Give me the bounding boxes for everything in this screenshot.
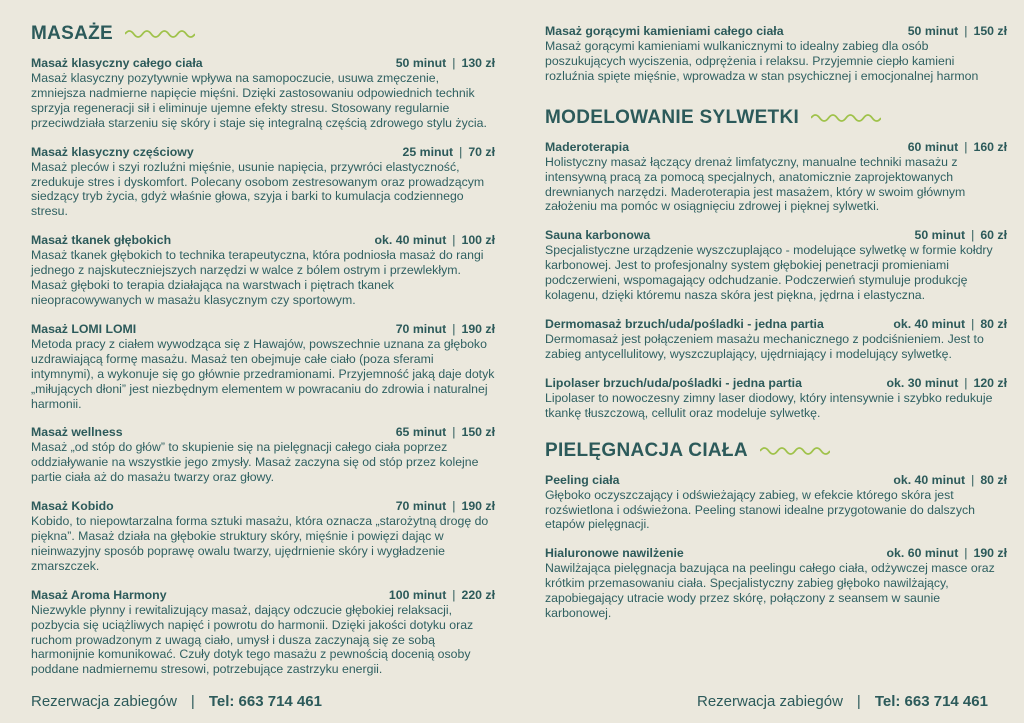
service-price: 100 zł bbox=[461, 233, 495, 248]
service-price: 220 zł bbox=[461, 587, 495, 602]
service-price: 80 zł bbox=[980, 472, 1007, 487]
price-separator: | bbox=[964, 375, 968, 390]
service-price: 150 zł bbox=[973, 24, 1007, 38]
service-name: Peeling ciała bbox=[545, 472, 620, 487]
service-header bbox=[545, 140, 1007, 155]
service-price-info bbox=[887, 546, 1007, 561]
service-price-info bbox=[887, 376, 1007, 391]
section-title-text: PIELĘGNACJA CIAŁA bbox=[545, 439, 748, 461]
service-item bbox=[545, 228, 1007, 303]
price-separator: | bbox=[971, 316, 975, 331]
service-price-info bbox=[915, 228, 1007, 243]
service-description: Masaż klasyczny pozytywnie wpływa na samopoczucie, usuwa zmęczenie, zmniejsza nadmierne napięcie mięśni. Dzięki zastosowaniu odpowiednich technik sprzyja regeneracji sił i eliminuje ujemne efekty stresu. Stosowany regularnie przeciwdziała starzeniu się skóry i staje się integralną częścią zdrowego stylu życia. bbox=[31, 71, 487, 130]
service-duration: 70 minut bbox=[395, 321, 447, 336]
service-duration: ok. 40 minut bbox=[893, 316, 966, 331]
service-price-info bbox=[908, 140, 1007, 155]
service-item bbox=[545, 376, 1007, 421]
wave-ornament-icon bbox=[760, 445, 830, 457]
service-duration: 25 minut bbox=[402, 144, 454, 159]
price-separator: | bbox=[971, 472, 975, 487]
service-price-info bbox=[375, 233, 495, 248]
service-item bbox=[31, 233, 495, 308]
section-title-text: MODELOWANIE SYLWETKI bbox=[545, 106, 800, 128]
service-price: 60 zł bbox=[980, 228, 1007, 243]
service-duration: 60 minut bbox=[907, 139, 959, 154]
modelowanie-list bbox=[545, 140, 1007, 421]
service-duration: 50 minut bbox=[907, 24, 959, 38]
service-header bbox=[31, 233, 495, 248]
service-duration: 50 minut bbox=[395, 56, 447, 70]
service-price-info bbox=[396, 322, 495, 337]
service-name: Masaż Aroma Harmony bbox=[31, 587, 167, 602]
price-separator: | bbox=[452, 56, 456, 70]
footer-phone-link[interactable]: Tel: 663 714 461 bbox=[874, 692, 988, 710]
service-name: Masaż wellness bbox=[31, 425, 123, 440]
service-price: 130 zł bbox=[461, 56, 495, 70]
footer-label: Rezerwacja zabiegów bbox=[697, 692, 843, 710]
service-item bbox=[545, 317, 1007, 362]
service-description: Masaż „od stóp do głów” to skupienie się na pielęgnacji całego ciała poprzez oddziaływanie na wszystkie jego zmysły. Masaż zaczyna się od stóp przez kolejne partie ciała aż do masażu twarzy oraz głowy. bbox=[31, 440, 479, 485]
section-title-text: MASAŻE bbox=[31, 23, 114, 44]
service-item bbox=[545, 24, 1007, 84]
footer-separator: | bbox=[190, 692, 195, 710]
service-name: Hialuronowe nawilżenie bbox=[545, 546, 684, 561]
service-header bbox=[545, 376, 1007, 391]
service-item bbox=[31, 499, 495, 574]
service-duration: ok. 30 minut bbox=[886, 375, 959, 390]
wave-ornament-icon bbox=[811, 112, 881, 124]
section-pielegnacja-title bbox=[545, 439, 1007, 463]
service-name: Masaż klasyczny całego ciała bbox=[31, 56, 203, 70]
footer-left bbox=[31, 690, 322, 712]
wave-ornament-icon bbox=[125, 28, 195, 40]
service-description: Dermomasaż jest połączeniem masażu mechanicznego z podciśnieniem. Jest to zabieg antycellulitowy, wyszczuplający, ujędrniający i modelujący sylwetkę. bbox=[545, 331, 984, 361]
service-duration: ok. 40 minut bbox=[374, 233, 447, 248]
section-masaze-title bbox=[31, 22, 495, 46]
service-name: Dermomasaż brzuch/uda/pośladki - jedna partia bbox=[545, 316, 824, 331]
service-item bbox=[31, 322, 495, 412]
service-item bbox=[31, 588, 495, 678]
service-description: Niezwykle płynny i rewitalizujący masaż, dający odczucie głębokiej relaksacji, pozbycia się uciążliwych napięć i powrotu do harmonii. Dzięki jakości dotyku oraz ruchom prowadzonym z uwagą ciało, umysł i dusza zaczynają się ze sobą harmonijnie komunikować. Czuły dotyk tego masażu z pewnością docenią osoby poddane nadmiernemu stresowi, potrzebujące zastrzyku energii. bbox=[31, 602, 474, 677]
service-description: Masaż gorącymi kamieniami wulkanicznymi to idealny zabieg dla osób poszukujących wyciszenia, odprężenia i relaksu. Przyjemnie ciepło kamieni rozluźnia spięte mięśnie, wprowadza w stan psychicznej i emocjonalnej harmon bbox=[545, 39, 979, 83]
price-separator: | bbox=[964, 139, 968, 154]
service-price: 160 zł bbox=[973, 139, 1007, 154]
service-duration: ok. 60 minut bbox=[886, 546, 959, 561]
service-header bbox=[545, 473, 1007, 488]
service-header bbox=[31, 588, 495, 603]
service-header bbox=[31, 499, 495, 514]
service-price: 190 zł bbox=[461, 321, 495, 336]
service-duration: 100 minut bbox=[388, 587, 447, 602]
section-modelowanie-title bbox=[545, 106, 1007, 130]
service-description: Masaż tkanek głębokich to technika terapeutyczna, która podniosła masaż do rangi jednego z najskuteczniejszych narzędzi w walce z bólem ostrym i przewlekłym. Masaż głęboki to terapia działająca na warstwach i piętrach tkanek nieopracowywanych w masażu klasycznym czy sportowym. bbox=[31, 248, 484, 307]
service-duration: 50 minut bbox=[914, 228, 966, 243]
price-separator: | bbox=[452, 321, 456, 336]
service-price: 120 zł bbox=[973, 375, 1007, 390]
service-price: 190 zł bbox=[973, 546, 1007, 561]
service-price-info bbox=[396, 499, 495, 514]
service-price-info bbox=[389, 588, 495, 603]
service-header bbox=[545, 228, 1007, 243]
service-name: Sauna karbonowa bbox=[545, 228, 651, 243]
service-header bbox=[31, 56, 495, 71]
service-name: Maderoterapia bbox=[545, 139, 630, 154]
service-header bbox=[31, 322, 495, 337]
service-description: Nawilżająca pielęgnacja bazująca na peelingu całego ciała, odżywczej masce oraz krótkim przemasowaniu ciała. Specjalistyczny zabieg głęboko nawilżający, zapobiegający utracie wody przez skórę, połączony z seansem w saunie karbonowej. bbox=[545, 561, 995, 621]
service-description: Specjalistyczne urządzenie wyszczuplająco - modelujące sylwetkę w formie kołdry karbonowej. Jest to profesjonalny system głębokiej penetracji promieniami podczerwieni, wspomagający odchudzanie. Podczerwień stymuluje produkcję kolagenu, dzięki któremu nasza skóra jest piękna, jędrna i elastyczna. bbox=[545, 243, 993, 303]
service-item bbox=[545, 140, 1007, 215]
service-description: Głęboko oczyszczający i odświeżający zabieg, w efekcie którego skóra jest rozświetlona i odświeżona. Peeling stanowi idealne przygotowanie do dalszych etapów pielęgnacji. bbox=[545, 487, 975, 532]
service-item bbox=[545, 473, 1007, 533]
footer-right bbox=[697, 690, 988, 712]
service-name: Masaż tkanek głębokich bbox=[31, 233, 172, 248]
service-price-info bbox=[396, 56, 495, 71]
service-price: 80 zł bbox=[980, 316, 1007, 331]
service-duration: 70 minut bbox=[395, 499, 447, 514]
price-separator: | bbox=[971, 228, 975, 243]
service-name: Masaż gorącymi kamieniami całego ciała bbox=[545, 24, 784, 38]
service-description: Holistyczny masaż łączący drenaż limfatyczny, manualne techniki masażu z intensywną pracą za pomocą specjalnych, anatomicznie zaprojektowanych drewnianych narzędzi. Maderoterapia jest masażem, który w swoim głównym założeniu ma pomóc w osiągnięciu zdrowej i pięknej sylwetki. bbox=[545, 154, 966, 214]
service-name: Lipolaser brzuch/uda/pośladki - jedna partia bbox=[545, 375, 802, 390]
footer-separator: | bbox=[856, 692, 861, 710]
service-header bbox=[31, 425, 495, 440]
price-separator: | bbox=[452, 499, 456, 514]
service-name: Masaż Kobido bbox=[31, 499, 114, 514]
service-price-info bbox=[403, 145, 495, 160]
service-item bbox=[31, 56, 495, 131]
service-price: 70 zł bbox=[468, 144, 495, 159]
service-item bbox=[31, 145, 495, 220]
right-column bbox=[545, 0, 1007, 635]
service-name: Masaż klasyczny częściowy bbox=[31, 144, 194, 159]
price-separator: | bbox=[459, 144, 463, 159]
service-description: Masaż pleców i szyi rozluźni mięśnie, usunie napięcia, przywróci elastyczność, zredukuje stres i dyskomfort. Polecany osobom zestresowanym oraz prowadzącym siedzący tryb życia, gdyż właśnie głowa, szyja i barki to kumulacja codziennego stresu. bbox=[31, 159, 485, 219]
footer-label: Rezerwacja zabiegów bbox=[31, 692, 177, 710]
service-price-info bbox=[396, 425, 495, 440]
service-price-info bbox=[893, 317, 1007, 332]
left-column bbox=[31, 0, 495, 691]
price-separator: | bbox=[452, 425, 456, 440]
service-item bbox=[31, 425, 495, 485]
service-description: Kobido, to niepowtarzalna forma sztuki masażu, która oznacza „starożytną drogę do piękna”. Masaż działa na głębokie struktury skóry, mięśnie i powięzi dając w nieinwazyjny sposób poprawę owalu twarzy, ujędrnienie skóry i wygładzenie zmarszczek. bbox=[31, 514, 489, 573]
service-header bbox=[545, 317, 1007, 332]
price-separator: | bbox=[964, 24, 968, 38]
service-duration: ok. 40 minut bbox=[893, 472, 966, 487]
service-price: 150 zł bbox=[461, 425, 495, 440]
price-separator: | bbox=[452, 233, 456, 248]
service-item bbox=[545, 546, 1007, 621]
masaze-list bbox=[31, 56, 495, 677]
kamienie-list bbox=[545, 24, 1007, 84]
service-description: Lipolaser to nowoczesny zimny laser diodowy, który intensywnie i szybko redukuje tkankę tłuszczową, cellulit oraz modeluje sylwetkę. bbox=[545, 390, 993, 420]
service-header bbox=[545, 24, 1007, 39]
price-separator: | bbox=[964, 546, 968, 561]
service-price-info bbox=[893, 473, 1007, 488]
price-separator: | bbox=[452, 587, 456, 602]
service-price-info bbox=[908, 24, 1007, 39]
service-header bbox=[545, 546, 1007, 561]
service-name: Masaż LOMI LOMI bbox=[31, 321, 137, 336]
service-header bbox=[31, 145, 495, 160]
service-description: Metoda pracy z ciałem wywodząca się z Hawajów, powszechnie uznana za głęboko uzdrawiającą formę masażu. Masaż ten obejmuje całe ciało (poza sferami intymnymi), a wykonuje się go głównie przedramionami. Przyjemność jaką daje dotyk „miłujących dłoni” jest niezbędnym elementem w powracaniu do zdrowia i naturalnej harmonii. bbox=[31, 336, 495, 411]
pielegnacja-list bbox=[545, 473, 1007, 621]
service-price: 190 zł bbox=[461, 499, 495, 514]
footer-phone-link[interactable]: Tel: 663 714 461 bbox=[208, 692, 322, 710]
service-duration: 65 minut bbox=[395, 425, 447, 440]
